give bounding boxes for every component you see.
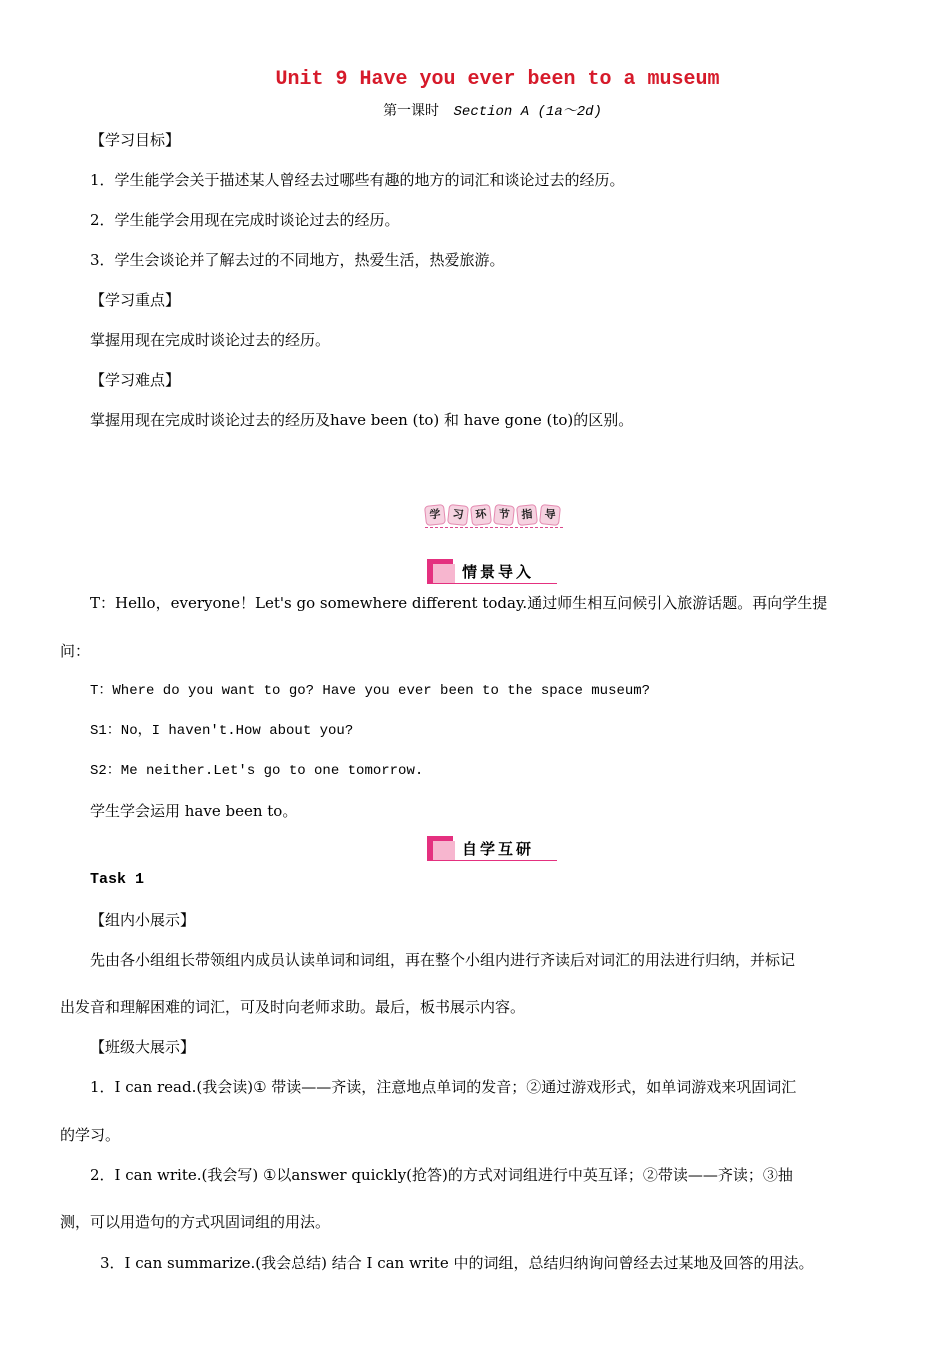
- section-underline: [427, 583, 557, 584]
- banner-char: 习: [447, 504, 469, 526]
- intro-line-1-cont: 问：: [60, 642, 91, 660]
- self-study-heading: 自学互研: [462, 840, 535, 858]
- goal-item-3: 3．学生会谈论并了解去过的不同地方，热爱生活，热爱旅游。: [90, 251, 505, 269]
- intro-summary: 学生学会运用 have been to。: [90, 802, 298, 820]
- unit-title: Unit 9 Have you ever been to a museum: [275, 68, 720, 91]
- dialogue-line-2: S1：No，I haven't.How about you?: [90, 723, 354, 739]
- group-heading: 【组内小展示】: [90, 911, 196, 929]
- class-item-1b: 的学习。: [60, 1126, 121, 1144]
- section-marker-inner: [433, 841, 455, 860]
- banner-char: 学: [424, 504, 446, 526]
- banner-dashed-line: [425, 527, 563, 528]
- difficulties-text: 掌握用现在完成时谈论过去的经历及have been (to) 和 have gone (to)的区别。: [90, 411, 634, 429]
- task-label: Task 1: [90, 871, 145, 888]
- guide-banner: [425, 503, 563, 529]
- self-study-section-header: [427, 836, 557, 860]
- group-text-2: 出发音和理解困难的词汇，可及时向老师求助。最后，板书展示内容。: [60, 998, 526, 1016]
- key-points-heading: 【学习重点】: [90, 291, 181, 309]
- dialogue-line-3: S2：Me neither.Let's go to one tomorrow.: [90, 763, 424, 779]
- banner-char: 指: [516, 504, 538, 526]
- section-label: Section A (1a～2d): [453, 104, 602, 120]
- goals-heading: 【学习目标】: [90, 131, 181, 149]
- section-underline: [427, 860, 557, 861]
- intro-heading: 情景导入: [462, 563, 535, 581]
- banner-char: 导: [539, 504, 561, 526]
- lesson-subtitle: [0, 100, 950, 120]
- banner-char: 节: [493, 504, 515, 526]
- class-item-3: 3．I can summarize.(我会总结) 结合 I can write 中的词组，总结归纳询问曾经去过某地及回答的用法。: [100, 1254, 814, 1272]
- goal-item-2: 2．学生能学会用现在完成时谈论过去的经历。: [90, 211, 400, 229]
- difficulties-heading: 【学习难点】: [90, 371, 181, 389]
- group-text-1: 先由各小组组长带领组内成员认读单词和词组，再在整个小组内进行齐读后对词汇的用法进行归纳，并标记: [90, 951, 796, 969]
- goal-item-1: 1．学生能学会关于描述某人曾经去过哪些有趣的地方的词汇和谈论过去的经历。: [90, 171, 625, 189]
- class-item-2a: 2．I can write.(我会写) ①以answer quickly(抢答)的方式对词组进行中英互译；②带读——齐读；③抽: [90, 1166, 793, 1184]
- intro-line-1: T：Hello，everyone！Let's go somewhere different today.通过师生相互问候引入旅游话题。再向学生提: [90, 594, 828, 612]
- lesson-number: 第一课时: [383, 103, 440, 119]
- intro-section-header: [427, 559, 557, 583]
- key-points-text: 掌握用现在完成时谈论过去的经历。: [90, 331, 331, 349]
- banner-char: 环: [470, 504, 492, 526]
- dialogue-line-1: T：Where do you want to go? Have you ever been to the space museum?: [90, 683, 651, 699]
- class-item-2b: 测，可以用造句的方式巩固词组的用法。: [60, 1213, 331, 1231]
- class-item-1a: 1．I can read.(我会读)① 带读——齐读，注意地点单词的发音；②通过游戏形式，如单词游戏来巩固词汇: [90, 1078, 797, 1096]
- section-marker-inner: [433, 564, 455, 583]
- class-heading: 【班级大展示】: [90, 1038, 196, 1056]
